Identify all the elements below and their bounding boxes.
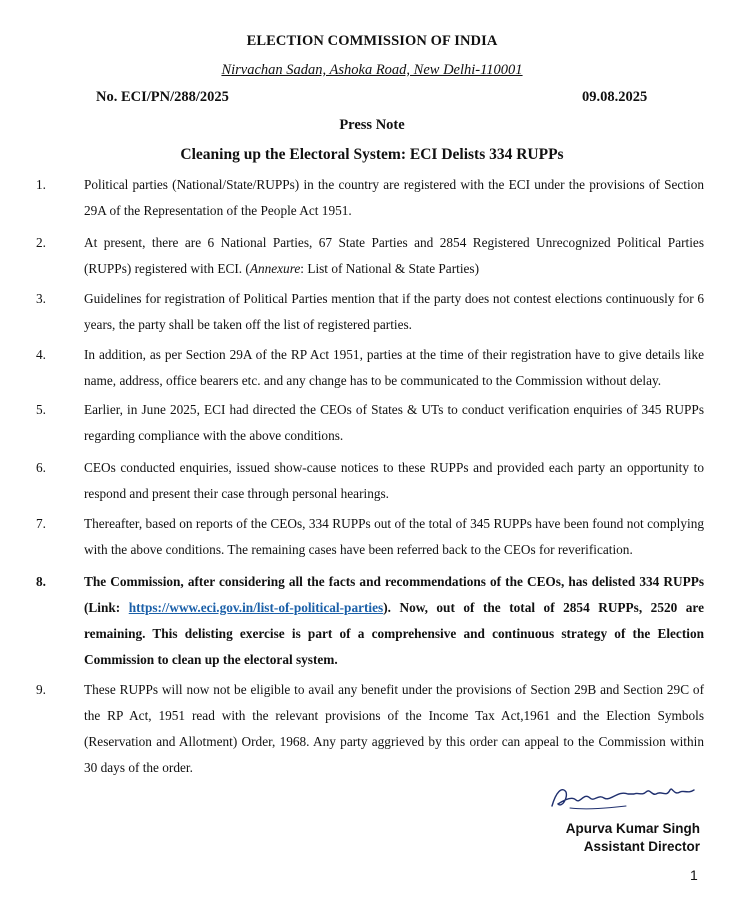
signatory-designation: Assistant Director bbox=[583, 839, 700, 854]
handwritten-signature bbox=[548, 778, 698, 818]
item-number: 5. bbox=[36, 402, 46, 417]
item-text: CEOs conducted enquiries, issued show-cause notices to these RUPPs and provided each party an opportunity to respond and present their case through personal hearings. bbox=[84, 460, 704, 501]
list-item bbox=[36, 230, 704, 282]
headline: Cleaning up the Electoral System: ECI Delists 334 RUPPs bbox=[180, 146, 564, 163]
item-text: Earlier, in June 2025, ECI had directed the CEOs of States & UTs to conduct verification enquiries of 345 RUPPs regarding compliance with the above conditions. bbox=[84, 402, 704, 443]
item-text: Political parties (National/State/RUPPs) in the country are registered with the ECI under the provisions of Section 29A of the Representation of the People Act 1951. bbox=[84, 177, 704, 218]
document-type: Press Note bbox=[339, 117, 405, 133]
item-number: 8. bbox=[36, 574, 46, 589]
item-number: 6. bbox=[36, 460, 46, 475]
political-parties-link[interactable]: https://www.eci.gov.in/list-of-political-parties bbox=[128, 600, 384, 615]
item-number: 1. bbox=[36, 177, 46, 192]
item-text-part: The Commission, after considering all the facts and recommendations of the CEOs, has delisted 334 RUPPs (Link: bbox=[84, 574, 704, 615]
organization-address: Nirvachan Sadan, Ashoka Road, New Delhi-110001 bbox=[221, 62, 523, 78]
item-text: Guidelines for registration of Political Parties mention that if the party does not contest elections continuously for 6 years, the party shall be taken off the list of registered parties. bbox=[84, 291, 704, 332]
list-item bbox=[36, 455, 704, 507]
item-text-part: At present, there are 6 National Parties, 67 State Parties and 2854 Registered Unrecognized Political Parties (RUPPs) registered with ECI. ( bbox=[84, 235, 704, 276]
reference-number: No. ECI/PN/288/2025 bbox=[96, 89, 229, 105]
list-item bbox=[36, 569, 704, 673]
list-item bbox=[36, 511, 704, 563]
list-item bbox=[36, 397, 704, 449]
annexure-label: Annexure bbox=[249, 261, 301, 276]
item-text: These RUPPs will now not be eligible to avail any benefit under the provisions of Section 29B and Section 29C of the RP Act, 1951 read with the relevant provisions of the Income Tax Act,1961 and the Election Symbols (Reservation and Allotment) Order, 1968. Any party aggrieved by this order can appeal to the Commission within 30 days of the order. bbox=[84, 682, 704, 775]
item-text-part: ). Now, out of the total of 2854 RUPPs, 2520 are remaining. This delisting exercise is part of a comprehensive and continuous strategy of the Election Commission to clean up the electoral system. bbox=[84, 600, 704, 667]
list-item bbox=[36, 677, 704, 781]
item-text: Thereafter, based on reports of the CEOs, 334 RUPPs out of the total of 345 RUPPs have been found not complying with the above conditions. The remaining cases have been referred back to the CEOs for reverification. bbox=[84, 516, 704, 557]
item-number: 7. bbox=[36, 516, 46, 531]
signatory-block bbox=[566, 820, 700, 856]
item-text bbox=[84, 569, 704, 673]
item-number: 2. bbox=[36, 235, 46, 250]
item-number: 4. bbox=[36, 347, 46, 362]
item-number: 3. bbox=[36, 291, 46, 306]
item-number: 9. bbox=[36, 682, 46, 697]
item-text bbox=[84, 230, 704, 282]
issue-date: 09.08.2025 bbox=[582, 89, 648, 105]
item-text: In addition, as per Section 29A of the RP Act 1951, parties at the time of their registration have to give details like name, address, office bearers etc. and any change has to be communicated to the Commission without delay. bbox=[84, 347, 704, 388]
signatory-name: Apurva Kumar Singh bbox=[565, 821, 700, 836]
organization-name: ELECTION COMMISSION OF INDIA bbox=[246, 33, 498, 49]
list-item bbox=[36, 172, 704, 224]
page-number: 1 bbox=[690, 867, 698, 883]
item-text-part: : List of National & State Parties) bbox=[300, 261, 480, 276]
list-item bbox=[36, 286, 704, 338]
list-item bbox=[36, 342, 704, 394]
